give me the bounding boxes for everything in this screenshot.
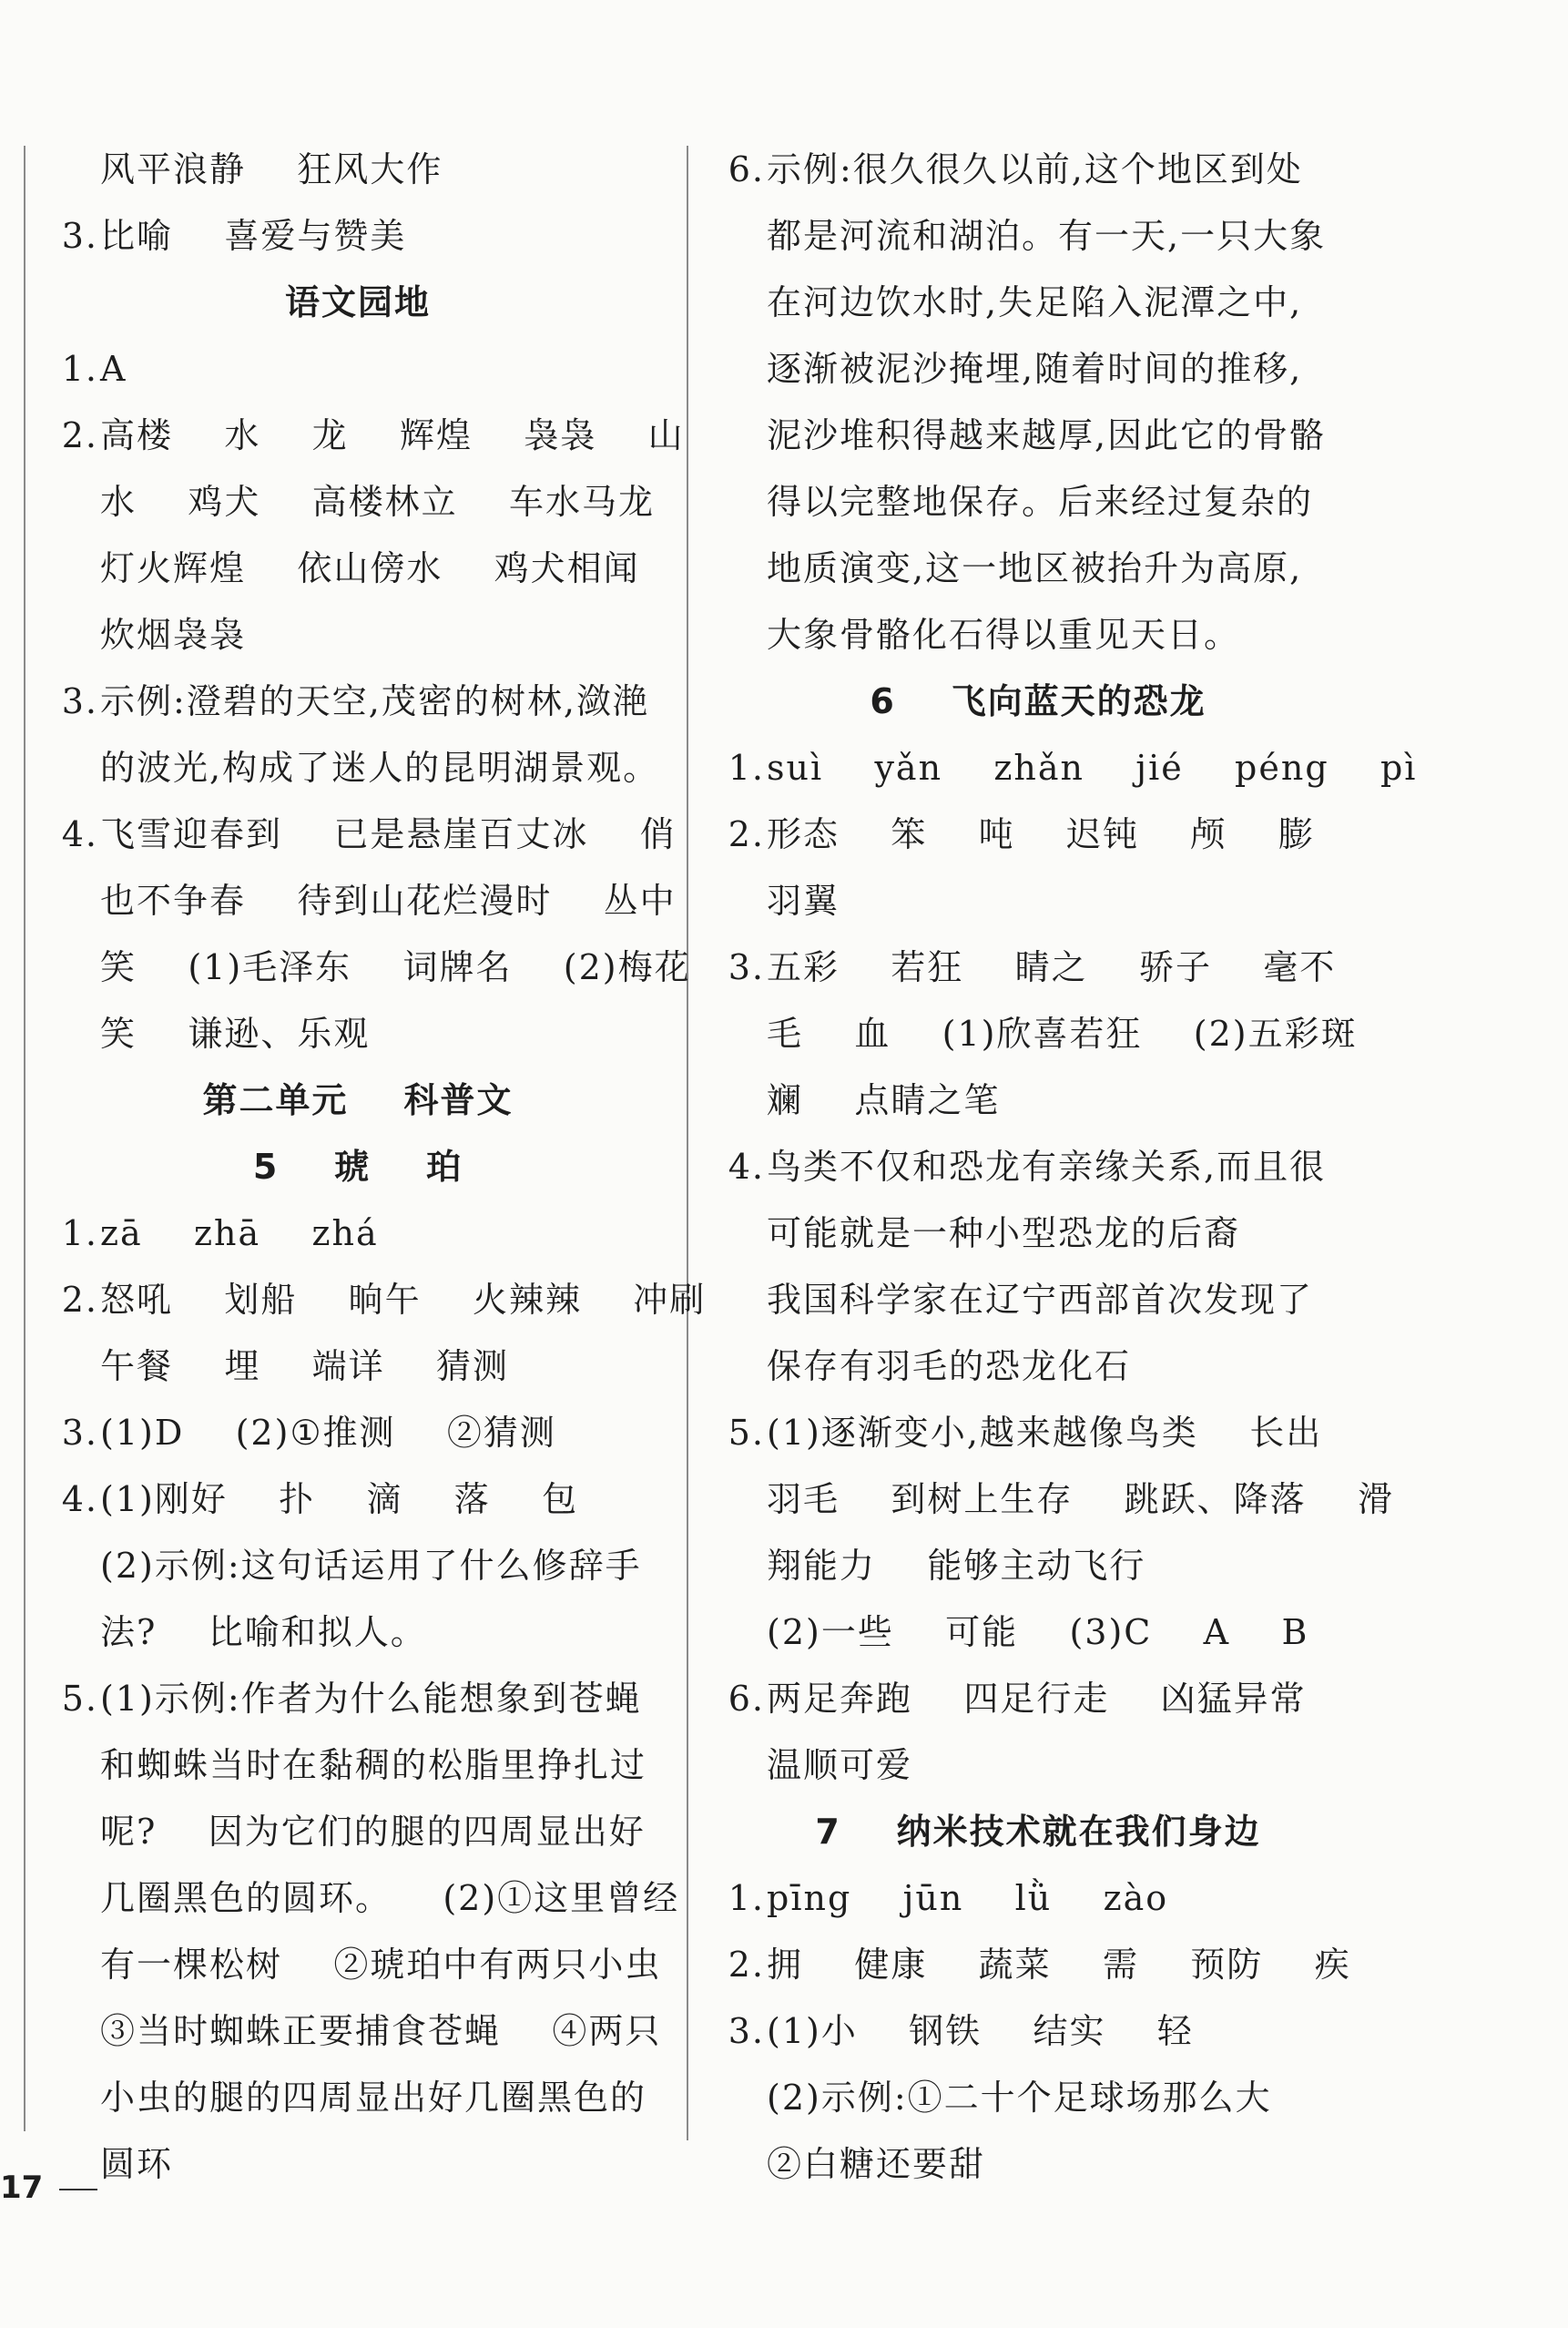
answer-continuation: 都是河流和湖泊。有一天,一只大象 [767,216,1327,256]
item-text: 形态 笨 吨 迟钝 颅 膨 [767,814,1315,854]
item-text: 鸟类不仅和恐龙有亲缘关系,而且很 [767,1147,1327,1187]
answer-continuation: 炊烟袅袅 [100,615,247,655]
answer-continuation: 午餐 埋 端详 猜测 [100,1346,509,1386]
answer-continuation: 和蜘蛛当时在黏稠的松脂里挣扎过 [100,1745,647,1785]
answer-item [719,1666,1357,1732]
answer-continuation: 可能就是一种小型恐龙的后裔 [767,1213,1241,1253]
item-number: 2. [61,1280,98,1320]
answer-continuation: 小虫的腿的四周显出好几圈黑色的 [100,2078,647,2118]
answer-item [719,802,1357,868]
item-text: (1)刚好 扑 滴 落 包 [100,1479,579,1519]
answer-item [53,203,663,270]
answer-item [719,1400,1357,1466]
answer-continuation: 法? 比喻和拟人。 [100,1612,427,1652]
item-number: 1. [61,1213,98,1253]
item-text: 两足奔跑 四足行走 凶猛异常 [767,1679,1307,1719]
answer-continuation: 水 鸡犬 高楼林立 车水马龙 [100,482,655,522]
answer-item [53,1200,663,1267]
answer-continuation: ③当时蜘蛛正要捕食苍蝇 ④两只 [100,2011,662,2051]
answer-item [53,403,685,469]
item-number: 5. [728,1413,765,1453]
item-text: 比喻 喜爱与赞美 [100,216,407,256]
item-number: 3. [61,1413,98,1453]
item-number: 1. [728,748,765,788]
right-column [719,137,1418,2198]
item-number: 3. [728,2011,765,2051]
item-text: (1)小 钢铁 结实 轻 [767,2011,1194,2051]
item-number: 1. [61,349,98,389]
answer-item [53,802,677,868]
answer-item [53,1666,663,1732]
item-text: 拥 健康 蔬菜 需 预防 疾 [767,1945,1351,1985]
item-number: 2. [728,1945,765,1985]
answer-continuation: (2)示例:这句话运用了什么修辞手 [100,1546,642,1586]
item-text: (1)示例:作者为什么能想象到苍蝇 [100,1679,642,1719]
column-divider [687,146,688,2140]
answer-continuation: 有一棵松树 ②琥珀中有两只小虫 [100,1945,662,1985]
answer-continuation: 翔能力 能够主动飞行 [767,1546,1146,1586]
answer-continuation: 泥沙堆积得越来越厚,因此它的骨骼 [767,415,1327,455]
answer-continuation: 的波光,构成了迷人的昆明湖景观。 [100,748,660,788]
section-heading: 6 飞向蓝天的恐龙 [870,681,1207,721]
answer-continuation: ②白糖还要甜 [767,2144,986,2184]
answer-continuation: 几圈黑色的圆环。 (2)①这里曾经 [100,1878,680,1918]
answer-item [719,1932,1357,1998]
item-text: 飞雪迎春到 已是悬崖百丈冰 俏 [100,814,677,854]
item-number: 1. [728,1878,765,1918]
item-text: 示例:澄碧的天空,茂密的树林,潋滟 [100,681,649,721]
answer-continuation: 逐渐被泥沙掩埋,随着时间的推移, [767,349,1303,389]
answer-continuation: 也不争春 待到山花烂漫时 丛中 [100,881,677,921]
answer-item [53,1466,663,1533]
item-text: pīng jūn lǜ zào [767,1878,1169,1918]
answer-item [719,1998,1357,2065]
answer-continuation: 笑 (1)毛泽东 词牌名 (2)梅花 [100,947,691,987]
page-footer [0,2170,97,2206]
section-heading: 5 琥 珀 [252,1147,463,1187]
answer-item [53,1400,663,1466]
answer-continuation: 灯火辉煌 依山傍水 鸡犬相闻 [100,548,640,588]
answer-continuation: 地质演变,这一地区被抬升为高原, [767,548,1303,588]
answer-continuation: 大象骨骼化石得以重见天日。 [767,615,1241,655]
answer-continuation: 在河边饮水时,失足陷入泥潭之中, [767,282,1303,322]
item-text: zā zhā zhá [100,1213,379,1253]
answer-continuation: 毛 血 (1)欣喜若狂 (2)五彩斑 [767,1014,1358,1054]
answer-continuation: (2)示例:①二十个足球场那么大 [767,2078,1272,2118]
answer-item [719,735,1418,802]
item-text: A [100,349,127,389]
item-text: 高楼 水 龙 辉煌 袅袅 山 [100,415,685,455]
answer-item [719,934,1357,1001]
item-number: 4. [61,814,98,854]
item-text: suì yǎn zhǎn jié péng pì [767,748,1418,788]
item-number: 6. [728,1679,765,1719]
item-text: 示例:很久很久以前,这个地区到处 [767,149,1303,189]
answer-continuation: 圆环 [100,2144,174,2184]
footer-dash [59,2189,97,2190]
section-heading: 语文园地 [284,282,431,322]
answer-continuation: 得以完整地保存。后来经过复杂的 [767,482,1314,522]
answer-item [53,336,663,403]
item-text: 怒吼 划船 晌午 火辣辣 冲刷 [100,1280,707,1320]
item-text: (1)逐渐变小,越来越像鸟类 长出 [767,1413,1323,1453]
item-number: 4. [61,1479,98,1519]
answer-continuation: 温顺可爱 [767,1745,913,1785]
item-number: 3. [728,947,765,987]
answer-item [719,1865,1357,1932]
item-number: 5. [61,1679,98,1719]
item-number: 3. [61,216,98,256]
answer-continuation: 呢? 因为它们的腿的四周显出好 [100,1812,646,1852]
item-number: 6. [728,149,765,189]
section-heading: 第二单元 科普文 [202,1080,514,1120]
answer-continuation: 保存有羽毛的恐龙化石 [767,1346,1132,1386]
answer-continuation: 笑 谦逊、乐观 [100,1014,371,1054]
answer-item [719,137,1357,203]
answer-item [719,1134,1357,1200]
item-number: 3. [61,681,98,721]
answer-continuation: 我国科学家在辽宁西部首次发现了 [767,1280,1314,1320]
answer-item [53,1267,707,1333]
answer-continuation: 羽毛 到树上生存 跳跃、降落 滑 [767,1479,1394,1519]
item-text: 五彩 若狂 睛之 骄子 毫不 [767,947,1337,987]
left-margin-rule [24,146,25,2131]
item-text: (1)D (2)①推测 ②猜测 [100,1413,556,1453]
page-number: 17 [0,2170,44,2206]
item-number: 4. [728,1147,765,1187]
answer-continuation: 羽翼 [767,881,840,921]
item-number: 2. [61,415,98,455]
section-heading: 7 纳米技术就在我们身边 [815,1812,1261,1852]
answer-continuation: (2)一些 可能 (3)C A B [767,1612,1309,1652]
answer-continuation: 风平浪静 狂风大作 [100,149,443,189]
answer-continuation: 斓 点睛之笔 [767,1080,1001,1120]
left-column [53,137,707,2198]
item-number: 2. [728,814,765,854]
answer-item [53,669,663,735]
